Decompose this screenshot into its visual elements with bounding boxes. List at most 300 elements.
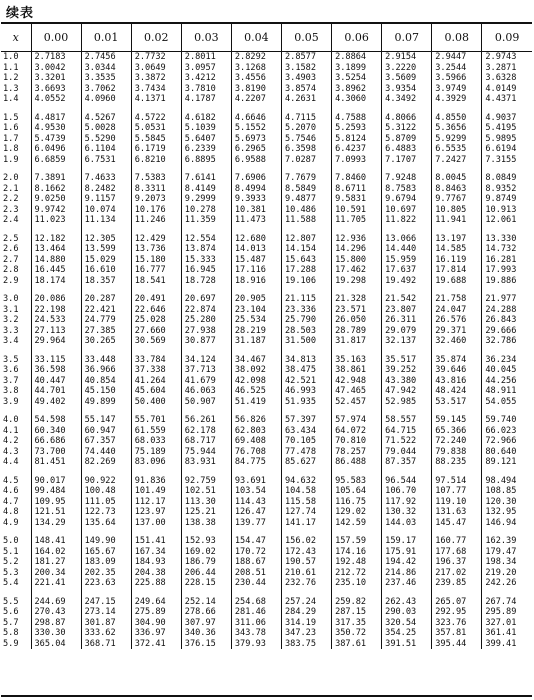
table-row — [1, 547, 532, 558]
table-cell: 19.688 — [432, 276, 482, 287]
table-cell: 21.977 — [482, 294, 532, 305]
table-cell: 320.54 — [382, 618, 432, 629]
table-row — [1, 84, 532, 95]
row-x-value: 4.2 — [3, 436, 19, 446]
table-cell: 7.3891 — [31, 173, 81, 184]
table-cell: 8.1662 — [31, 184, 81, 195]
table-cell: 92.759 — [181, 476, 231, 487]
spacer-cell — [332, 468, 382, 476]
table-cell: 50.400 — [131, 397, 181, 408]
table-cell: 86.488 — [332, 457, 382, 468]
table-cell: 3.1582 — [281, 63, 331, 74]
spacer-cell — [31, 105, 81, 113]
table-cell: 3.4212 — [181, 73, 231, 84]
spacer-cell — [131, 528, 181, 536]
table-cell: 5.5290 — [81, 134, 131, 145]
table-cell: 11.588 — [281, 215, 331, 226]
table-row — [1, 173, 532, 184]
table-cell: 14.880 — [31, 255, 81, 266]
column-header: 0.05 — [281, 24, 331, 52]
spacer-cell — [432, 347, 482, 355]
table-cell: 23.336 — [281, 305, 331, 316]
table-row — [1, 376, 532, 387]
table-cell: 69.408 — [231, 436, 281, 447]
table-cell: 4.4371 — [482, 94, 532, 105]
table-cell: 387.61 — [332, 639, 382, 650]
table-cell: 25.790 — [281, 315, 331, 326]
table-cell: 67.357 — [81, 436, 131, 447]
table-cell: 34.813 — [281, 355, 331, 366]
table-cell: 75.944 — [181, 447, 231, 458]
row-x-value: 1.4 — [3, 94, 19, 104]
spacer-cell — [181, 226, 231, 234]
group-spacer — [1, 165, 532, 173]
table-row — [1, 365, 532, 376]
spacer-cell — [31, 286, 81, 294]
table-cell: 11.359 — [181, 215, 231, 226]
table-cell: 129.02 — [332, 507, 382, 518]
table-cell: 3.1268 — [231, 63, 281, 74]
spacer-cell — [231, 407, 281, 415]
table-cell: 47.942 — [382, 386, 432, 397]
spacer-cell — [181, 589, 231, 597]
table-cell: 8.0849 — [482, 173, 532, 184]
table-cell: 273.14 — [81, 607, 131, 618]
table-cell: 9.0250 — [31, 194, 81, 205]
table-cell: 31.817 — [332, 336, 382, 347]
table-cell: 10.805 — [432, 205, 482, 216]
table-cell: 48.911 — [482, 386, 532, 397]
table-cell: 7.2427 — [432, 155, 482, 166]
table-cell: 55.147 — [81, 415, 131, 426]
table-cell: 11.705 — [332, 215, 382, 226]
table-cell: 202.35 — [81, 568, 131, 579]
table-cell: 15.029 — [81, 255, 131, 266]
group-spacer — [1, 528, 532, 536]
table-cell: 262.43 — [382, 597, 432, 608]
table-cell: 130.32 — [382, 507, 432, 518]
table-cell: 18.916 — [231, 276, 281, 287]
table-cell: 32.786 — [482, 336, 532, 347]
row-x-value: 4.5 — [3, 475, 19, 486]
row-x-value: 5.3 — [3, 567, 19, 578]
spacer-cell — [1, 528, 31, 536]
table-cell: 49.899 — [81, 397, 131, 408]
row-x-value: 2.2 — [3, 194, 19, 204]
table-cell: 6.9588 — [231, 155, 281, 166]
table-cell: 19.492 — [382, 276, 432, 287]
table-cell: 3.9749 — [432, 84, 482, 95]
table-cell: 8.7583 — [382, 184, 432, 195]
table-row — [1, 215, 532, 226]
table-row — [1, 518, 532, 529]
row-x-value: 5.1 — [3, 546, 19, 557]
row-x-value: 5.4 — [3, 578, 19, 588]
table-cell: 105.64 — [332, 486, 382, 497]
table-row — [1, 144, 532, 155]
table-cell: 169.02 — [181, 547, 231, 558]
table-cell: 6.4237 — [332, 144, 382, 155]
table-cell: 5.8709 — [382, 134, 432, 145]
table-cell: 7.6906 — [231, 173, 281, 184]
table-row — [1, 205, 532, 216]
spacer-cell — [432, 165, 482, 173]
table-cell: 317.35 — [332, 618, 382, 629]
table-cell: 13.874 — [181, 244, 231, 255]
table-cell: 49.402 — [31, 397, 81, 408]
table-cell: 156.02 — [281, 536, 331, 547]
table-row — [1, 607, 532, 618]
table-cell: 4.0960 — [81, 94, 131, 105]
table-cell: 22.421 — [81, 305, 131, 316]
table-cell: 172.43 — [281, 547, 331, 558]
table-cell: 244.69 — [31, 597, 81, 608]
table-cell: 12.429 — [131, 234, 181, 245]
table-cell: 4.8066 — [382, 113, 432, 124]
table-cell: 9.2999 — [181, 194, 231, 205]
table-cell: 10.381 — [231, 205, 281, 216]
spacer-cell — [1, 589, 31, 597]
table-cell: 41.264 — [131, 376, 181, 387]
table-cell: 15.487 — [231, 255, 281, 266]
table-cell: 3.8190 — [231, 84, 281, 95]
table-cell: 298.87 — [31, 618, 81, 629]
table-cell: 107.77 — [432, 486, 482, 497]
table-cell: 2.7183 — [31, 52, 81, 63]
table-cell: 179.47 — [482, 547, 532, 558]
table-cell: 230.44 — [231, 578, 281, 589]
table-cell: 9.1157 — [81, 194, 131, 205]
table-cell: 249.64 — [131, 597, 181, 608]
table-cell: 6.5535 — [432, 144, 482, 155]
spacer-cell — [81, 407, 131, 415]
spacer-cell — [482, 347, 532, 355]
table-cell: 2.9447 — [432, 52, 482, 63]
table-cell: 12.680 — [231, 234, 281, 245]
table-cell: 6.2339 — [181, 144, 231, 155]
table-cell: 2.7732 — [131, 52, 181, 63]
spacer-cell — [1, 347, 31, 355]
table-cell: 54.055 — [482, 397, 532, 408]
table-cell: 63.434 — [281, 426, 331, 437]
table-cell: 184.93 — [131, 557, 181, 568]
spacer-cell — [131, 589, 181, 597]
table-cell: 24.288 — [482, 305, 532, 316]
table-cell: 2.9154 — [382, 52, 432, 63]
table-cell: 3.4556 — [231, 73, 281, 84]
table-cell: 14.013 — [231, 244, 281, 255]
table-cell: 365.04 — [31, 639, 81, 650]
table-cell: 16.281 — [482, 255, 532, 266]
row-x-value: 4.8 — [3, 507, 19, 517]
spacer-cell — [281, 468, 331, 476]
table-cell: 29.964 — [31, 336, 81, 347]
table-cell: 47.465 — [332, 386, 382, 397]
row-x-value: 3.9 — [3, 396, 19, 407]
table-cell: 15.180 — [131, 255, 181, 266]
table-cell: 98.494 — [482, 476, 532, 487]
table-cell: 154.47 — [231, 536, 281, 547]
spacer-cell — [131, 226, 181, 234]
table-cell: 123.97 — [131, 507, 181, 518]
table-cell: 252.14 — [181, 597, 231, 608]
table-cell: 149.90 — [81, 536, 131, 547]
table-cell: 357.81 — [432, 628, 482, 639]
table-cell: 59.145 — [432, 415, 482, 426]
table-cell: 20.491 — [131, 294, 181, 305]
table-cell: 81.451 — [31, 457, 81, 468]
table-cell: 3.2220 — [382, 63, 432, 74]
group-spacer — [1, 105, 532, 113]
table-cell: 275.89 — [131, 607, 181, 618]
table-cell: 8.2482 — [81, 184, 131, 195]
row-x-value: 2.3 — [3, 204, 19, 215]
table-cell: 5.9299 — [432, 134, 482, 145]
table-cell: 9.5831 — [332, 194, 382, 205]
spacer-cell — [231, 165, 281, 173]
table-cell: 43.380 — [382, 376, 432, 387]
spacer-cell — [382, 165, 432, 173]
table-cell: 21.542 — [382, 294, 432, 305]
table-cell: 361.41 — [482, 628, 532, 639]
table-cell: 109.95 — [31, 497, 81, 508]
table-cell: 7.6141 — [181, 173, 231, 184]
table-cell: 204.38 — [131, 568, 181, 579]
table-cell: 5.3122 — [382, 123, 432, 134]
table-row — [1, 123, 532, 134]
table-cell: 6.3598 — [281, 144, 331, 155]
table-cell: 10.913 — [482, 205, 532, 216]
table-cell: 7.9248 — [382, 173, 432, 184]
table-cell: 2.9743 — [482, 52, 532, 63]
table-cell: 15.959 — [382, 255, 432, 266]
table-cell: 99.484 — [31, 486, 81, 497]
table-cell: 208.51 — [231, 568, 281, 579]
table-cell: 190.57 — [281, 557, 331, 568]
row-x-value: 1.9 — [3, 154, 19, 165]
table-cell: 350.72 — [332, 628, 382, 639]
table-cell: 157.59 — [332, 536, 382, 547]
column-header: 0.06 — [332, 24, 382, 52]
table-cell: 38.861 — [332, 365, 382, 376]
table-cell: 167.34 — [131, 547, 181, 558]
column-header: 0.08 — [432, 24, 482, 52]
table-cell: 44.701 — [31, 386, 81, 397]
table-cell: 30.877 — [181, 336, 231, 347]
table-row — [1, 276, 532, 287]
table-row — [1, 457, 532, 468]
row-x-value: 3.3 — [3, 325, 19, 336]
column-header: 0.03 — [181, 24, 231, 52]
table-cell: 45.150 — [81, 386, 131, 397]
table-cell: 27.938 — [181, 326, 231, 337]
row-x-value: 2.9 — [3, 275, 19, 286]
table-cell: 6.8895 — [181, 155, 231, 166]
table-cell: 15.800 — [332, 255, 382, 266]
row-x-value: 5.8 — [3, 628, 19, 638]
table-cell: 4.3492 — [382, 94, 432, 105]
table-cell: 217.02 — [432, 568, 482, 579]
table-cell: 8.6711 — [332, 184, 382, 195]
table-cell: 10.176 — [131, 205, 181, 216]
table-cell: 151.41 — [131, 536, 181, 547]
table-cell: 40.447 — [31, 376, 81, 387]
spacer-cell — [382, 286, 432, 294]
row-x-value: 4.6 — [3, 486, 19, 496]
table-cell: 39.646 — [432, 365, 482, 376]
spacer-cell — [181, 407, 231, 415]
table-cell: 42.098 — [231, 376, 281, 387]
table-cell: 137.00 — [131, 518, 181, 529]
table-cell: 17.993 — [482, 265, 532, 276]
table-cell: 40.045 — [482, 365, 532, 376]
table-cell: 97.514 — [432, 476, 482, 487]
table-cell: 152.93 — [181, 536, 231, 547]
table-cell: 314.19 — [281, 618, 331, 629]
spacer-cell — [382, 528, 432, 536]
row-x-value: 3.7 — [3, 375, 19, 386]
table-cell: 93.691 — [231, 476, 281, 487]
table-cell: 139.77 — [231, 518, 281, 529]
table-row — [1, 355, 532, 366]
table-cell: 26.311 — [382, 315, 432, 326]
table-cell: 12.061 — [482, 215, 532, 226]
table-cell: 7.5383 — [131, 173, 181, 184]
table-cell: 74.440 — [81, 447, 131, 458]
table-cell: 104.58 — [281, 486, 331, 497]
table-cell: 7.1707 — [382, 155, 432, 166]
table-cell: 60.340 — [31, 426, 81, 437]
table-cell: 36.598 — [31, 365, 81, 376]
row-x-value: 1.7 — [3, 133, 19, 144]
spacer-cell — [432, 105, 482, 113]
table-cell: 4.0552 — [31, 94, 81, 105]
spacer-cell — [432, 407, 482, 415]
table-cell: 29.666 — [482, 326, 532, 337]
spacer-cell — [31, 226, 81, 234]
table-cell: 32.137 — [382, 336, 432, 347]
table-cell: 175.91 — [382, 547, 432, 558]
group-spacer — [1, 226, 532, 234]
table-cell: 126.47 — [231, 507, 281, 518]
table-cell: 12.807 — [281, 234, 331, 245]
table-cell: 117.92 — [382, 497, 432, 508]
table-cell: 108.85 — [482, 486, 532, 497]
table-cell: 379.93 — [231, 639, 281, 650]
spacer-cell — [281, 105, 331, 113]
table-cell: 15.333 — [181, 255, 231, 266]
table-cell: 9.4877 — [281, 194, 331, 205]
table-cell: 16.945 — [181, 265, 231, 276]
table-cell: 3.7434 — [131, 84, 181, 95]
table-cell: 116.75 — [332, 497, 382, 508]
table-cell: 23.807 — [382, 305, 432, 316]
table-cell: 5.1039 — [181, 123, 231, 134]
table-cell: 65.366 — [432, 426, 482, 437]
table-cell: 87.357 — [382, 457, 432, 468]
table-cell: 13.599 — [81, 244, 131, 255]
table-cell: 3.8962 — [332, 84, 382, 95]
table-cell: 5.6973 — [231, 134, 281, 145]
table-cell: 16.777 — [131, 265, 181, 276]
table-cell: 3.8574 — [281, 84, 331, 95]
table-cell: 17.116 — [231, 265, 281, 276]
table-cell: 336.97 — [131, 628, 181, 639]
table-cell: 106.70 — [382, 486, 432, 497]
row-x-value: 1.3 — [3, 83, 19, 94]
table-cell: 239.85 — [432, 578, 482, 589]
table-cell: 35.517 — [382, 355, 432, 366]
table-cell: 6.7531 — [81, 155, 131, 166]
table-cell: 131.63 — [432, 507, 482, 518]
table-cell: 6.1719 — [131, 144, 181, 155]
table-row — [1, 315, 532, 326]
table-cell: 11.822 — [382, 215, 432, 226]
spacer-cell — [432, 589, 482, 597]
table-cell: 5.8124 — [332, 134, 382, 145]
table-row — [1, 265, 532, 276]
table-cell: 32.460 — [432, 336, 482, 347]
row-x-value: 2.1 — [3, 183, 19, 194]
table-cell: 10.278 — [181, 205, 231, 216]
table-cell: 4.5267 — [81, 113, 131, 124]
spacer-cell — [382, 105, 432, 113]
table-cell: 141.17 — [281, 518, 331, 529]
table-cell: 64.072 — [332, 426, 382, 437]
table-cell: 17.462 — [332, 265, 382, 276]
table-row — [1, 52, 532, 63]
table-cell: 29.371 — [432, 326, 482, 337]
table-cell: 34.467 — [231, 355, 281, 366]
table-cell: 18.728 — [181, 276, 231, 287]
spacer-cell — [231, 528, 281, 536]
row-x-value: 5.7 — [3, 617, 19, 628]
table-cell: 7.8460 — [332, 173, 382, 184]
table-row — [1, 326, 532, 337]
table-cell: 254.68 — [231, 597, 281, 608]
table-cell: 41.679 — [181, 376, 231, 387]
table-cell: 101.49 — [131, 486, 181, 497]
table-cell: 4.2631 — [281, 94, 331, 105]
table-row — [1, 507, 532, 518]
table-cell: 8.9352 — [482, 184, 532, 195]
table-cell: 188.67 — [231, 557, 281, 568]
table-cell: 138.38 — [181, 518, 231, 529]
table-cell: 7.0993 — [332, 155, 382, 166]
table-cell: 52.985 — [382, 397, 432, 408]
table-cell: 6.0496 — [31, 144, 81, 155]
table-cell: 27.113 — [31, 326, 81, 337]
table-cell: 59.740 — [482, 415, 532, 426]
table-row — [1, 134, 532, 145]
table-cell: 24.533 — [31, 315, 81, 326]
table-cell: 37.713 — [181, 365, 231, 376]
table-cell: 183.09 — [81, 557, 131, 568]
table-cell: 100.48 — [81, 486, 131, 497]
table-cell: 383.75 — [281, 639, 331, 650]
table-cell: 31.187 — [231, 336, 281, 347]
table-cell: 38.092 — [231, 365, 281, 376]
row-x-value: 4.3 — [3, 446, 19, 457]
table-cell: 3.0042 — [31, 63, 81, 74]
table-row — [1, 415, 532, 426]
table-cell: 8.4149 — [181, 184, 231, 195]
table-cell: 219.20 — [482, 568, 532, 579]
spacer-cell — [81, 347, 131, 355]
table-cell: 9.2073 — [131, 194, 181, 205]
table-cell: 10.591 — [332, 205, 382, 216]
table-row — [1, 568, 532, 579]
